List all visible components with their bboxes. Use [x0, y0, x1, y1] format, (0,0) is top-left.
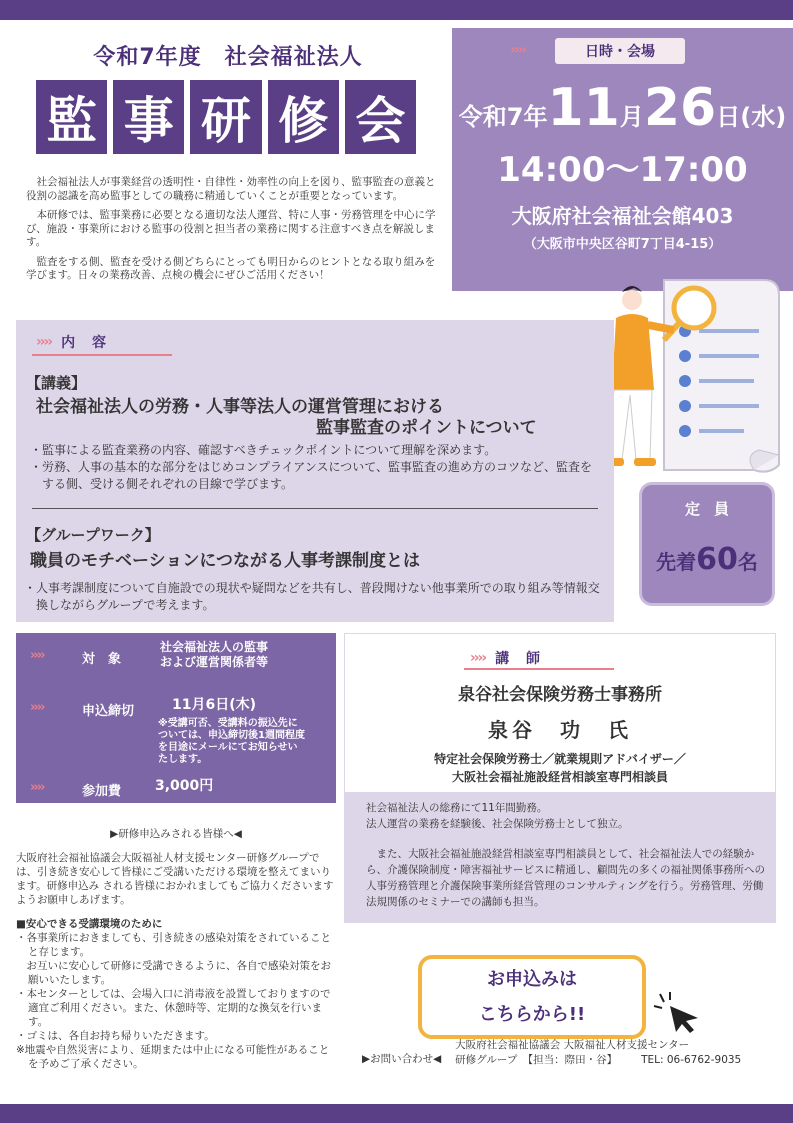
contact-label: ▶お問い合わせ◀: [362, 1053, 442, 1065]
lecture-bullets: [28, 442, 598, 493]
capacity-prefix: 先着: [656, 550, 697, 574]
footer-tel: TEL: 06-6762-9035: [641, 1054, 742, 1066]
bio-line: 社会福祉法人の総務にて11年間勤務。: [366, 802, 548, 814]
apply-button-line2[interactable]: こちらから!!: [478, 1004, 586, 1025]
list-item: ※地震や自然災害により、延期または中止になる可能性があることを予めご了承ください。: [16, 1044, 330, 1070]
intro-text: [26, 176, 442, 289]
list-item: ・本センターとしては、会場入口に消毒液を設置しておりますので適宜ご利用ください。また、休憩時等、定期的な換気を行います。: [16, 988, 331, 1028]
lecturer-org: 泉谷社会保険労務士事務所: [458, 685, 662, 705]
note-line: ついては、申込締切後1週間程度: [158, 730, 305, 741]
event-venue: 大阪府社会福祉会館403: [511, 204, 734, 228]
arrows-icon: ››››: [510, 42, 526, 58]
contact-footer: [362, 1038, 782, 1068]
env-heading: ■安心できる受講環境のために: [16, 918, 163, 930]
target-value-line1: 社会福祉法人の監事: [160, 640, 269, 654]
date-day-unit: 日(水): [716, 103, 787, 131]
footer-group: 研修グループ 【担当：際田・谷】: [455, 1054, 618, 1066]
date-prefix: 令和7年: [458, 103, 548, 131]
footer-org: 大阪府社会福祉協議会 大阪福祉人材支援センター: [455, 1039, 690, 1051]
list-item: ・人事考課制度について自施設での現状や疑問などを共有し、普段聞けない他事業所での取り組み等情報交換しながらグループで考えます。: [24, 581, 600, 612]
arrows-icon: ››››: [30, 648, 44, 663]
list-item: ・監事による監査業務の内容、確認すべきチェックポイントについて理解を深めます。: [30, 443, 497, 457]
top-bar: [0, 0, 793, 20]
label-underline: [32, 354, 172, 356]
arrows-icon: ››››: [30, 780, 44, 795]
label-underline: [464, 668, 614, 670]
lecturer-label: 講 師: [495, 651, 546, 667]
lecturer-role: [344, 750, 776, 786]
target-value-line2: および運営関係者等: [160, 655, 269, 669]
lecturer-bio: [366, 800, 766, 910]
bio-line: また、大阪社会福祉施設経営相談室専門相談員として、社会福祉法人での経験から、介護保険制度・障害福祉サービスに精通し、顧問先の多くの福祉関係事務所への人事労務管理と介護保険事業所経営管理のコンサルティングを行う。労務管理、労働法規関係のセミナーでの講師も担当。: [366, 848, 765, 908]
lecturer-section-label: [470, 648, 546, 668]
fee-value: 3,000円: [155, 778, 214, 794]
date-day: 26: [643, 78, 717, 138]
intro-paragraph: 本研修では、監事業務に必要となる適切な法人運営、特に人事・労務管理を中心に学び、施設・事業所における監事の役割と担当者の業務に関する注意すべき点を解説します。: [26, 209, 436, 248]
event-date: [452, 78, 793, 138]
notice-paragraph: 大阪府社会福祉協議会大阪福祉人材支援センター研修グループでは、引き続き安心して皆様にご受講いただける環境を整えてまいります。研修申込み される皆様におかれましてもご協力くださいますようお願申しあげます。: [16, 852, 334, 906]
list-item: ・ゴミは、各自お持ち帰りいただきます。: [16, 1030, 215, 1042]
apply-button-line1[interactable]: お申込みは: [487, 969, 577, 990]
fee-label: 参加費: [82, 784, 122, 799]
arrows-icon: ››››: [30, 700, 44, 715]
bio-line: 法人運営の業務を経験後、社会保険労務士として独立。: [366, 818, 629, 830]
arrows-icon: ››››: [36, 334, 52, 350]
title-char: 事: [113, 80, 184, 154]
group-title: 職員のモチベーションにつながる人事考課制度とは: [30, 551, 420, 571]
note-line: ※受講可否、受講料の振込先に: [158, 718, 298, 729]
note-line: たします。: [158, 754, 208, 765]
divider: [32, 508, 598, 509]
lecture-title-line2: 監事監査のポイントについて: [316, 418, 537, 438]
capacity-unit: 名: [737, 550, 758, 574]
group-heading: 【グループワーク】: [26, 526, 160, 544]
intro-paragraph: 監査をする側、監査を受ける側どちらにとっても明日からのヒントとなる取り組みを学びます。日々の業務改善、点検の機会にぜひご活用ください！: [26, 255, 436, 281]
date-month: 11: [547, 78, 620, 138]
applicant-notice: [16, 827, 336, 1071]
deadline-label: 申込締切: [82, 704, 135, 719]
lecture-title-line1: 社会福祉法人の労務・人事等法人の運営管理における: [36, 397, 444, 417]
lecture-heading: 【講義】: [26, 374, 87, 392]
cursor-click-icon[interactable]: [652, 990, 704, 1034]
note-line: を目途にメールにてお知らせい: [158, 742, 298, 753]
intro-paragraph: 社会福祉法人が事業経営の透明性・自律性・効率性の向上を図り、監事監査の意義と役割の認識を高め監事としての職務に精通していくことが重要となっています。: [26, 176, 436, 202]
event-time: 14:00～17:00: [497, 150, 748, 190]
deadline-note: [158, 718, 333, 766]
event-subtitle: 令和7年度 社会福祉法人: [93, 45, 363, 70]
role-line: 大阪社会福祉施設経営相談室専門相談員: [451, 770, 668, 784]
title-char: 監: [36, 80, 107, 154]
bottom-bar: [0, 1104, 793, 1123]
capacity-label: 定員: [684, 500, 743, 518]
date-month-unit: 月: [619, 103, 644, 131]
content-label: 内 容: [61, 335, 112, 351]
content-section-label: [36, 332, 112, 352]
target-label: 対 象: [82, 652, 122, 667]
deadline-value: 11月6日(木): [172, 697, 257, 713]
woman-checklist-illustration: [594, 270, 789, 485]
lecturer-name: 泉谷 功 氏: [488, 718, 632, 742]
list-item: お互いに安心して研修に受講できるように、各自で感染対策をお願いいたします。: [16, 960, 331, 986]
list-item: ・労務、人事の基本的な部分をはじめコンプライアンスについて、監事監査の進め方のコツなど、監査をする側、受ける側それぞれの目線で学びます。: [30, 460, 592, 491]
title-char: 研: [190, 80, 261, 154]
capacity-value: [642, 542, 772, 577]
schedule-label: 日時・会場: [555, 38, 685, 64]
role-line: 特定社会保険労務士／就業規則アドバイザー／: [434, 752, 686, 766]
event-title: [36, 80, 416, 154]
target-value: [160, 640, 268, 670]
venue-address: （大阪市中央区谷町7丁目4-15）: [523, 237, 722, 252]
group-bullets: [22, 580, 610, 614]
capacity-number: 60: [696, 542, 738, 577]
title-char: 会: [345, 80, 416, 154]
list-item: ・各事業所におきましても、引き続きの感染対策をされていることと存じます。: [16, 932, 331, 958]
title-char: 修: [268, 80, 339, 154]
arrows-icon: ››››: [470, 650, 486, 666]
notice-heading: ▶研修申込みされる皆様へ◀: [110, 828, 242, 840]
